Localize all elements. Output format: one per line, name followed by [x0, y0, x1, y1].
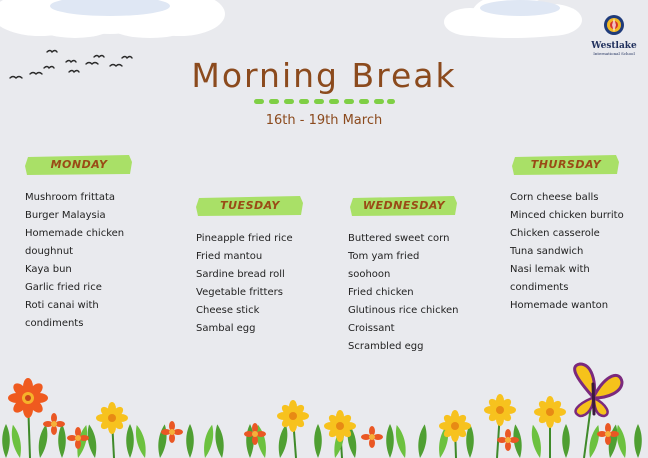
- menu-list-thursday: [510, 189, 624, 315]
- day-label: THURSDAY: [530, 158, 602, 171]
- menu-item: Tom yam fried: [348, 251, 420, 262]
- menu-item: Fried chicken: [348, 287, 414, 298]
- day-label: WEDNESDAY: [362, 199, 446, 212]
- menu-item: Vegetable fritters: [196, 287, 283, 298]
- menu-item: Pineapple fried rice: [196, 233, 293, 244]
- menu-item: Croissant: [348, 323, 395, 334]
- menu-item: Garlic fried rice: [25, 282, 102, 293]
- menu-item: Homemade chicken: [25, 228, 125, 239]
- menu-item: condiments: [510, 282, 569, 293]
- menu-item: Minced chicken burrito: [510, 210, 624, 221]
- page-title: Morning Break: [191, 56, 457, 95]
- menu-item: soohoon: [348, 269, 391, 280]
- menu-list-tuesday: [196, 230, 293, 338]
- menu-item: Kaya bun: [25, 264, 72, 275]
- menu-item: Homemade wanton: [510, 300, 609, 311]
- butterfly-icon: [575, 364, 622, 416]
- crest-icon: [603, 14, 625, 36]
- menu-item: Fried mantou: [196, 251, 263, 262]
- cloud-right-decoration: [440, 0, 585, 42]
- day-tag-wednesday: [350, 195, 458, 217]
- menu-list-wednesday: [348, 230, 459, 356]
- logo-subtitle: International School: [593, 51, 635, 56]
- day-tag-thursday: [512, 154, 620, 176]
- menu-item: condiments: [25, 318, 84, 329]
- menu-item: Sambal egg: [196, 323, 256, 334]
- menu-item: Mushroom frittata: [25, 192, 115, 203]
- menu-item: doughnut: [25, 246, 74, 257]
- day-tag-tuesday: [196, 195, 304, 217]
- flower-garden-decoration: [0, 360, 648, 458]
- date-range: 16th - 19th March: [265, 113, 383, 128]
- menu-item: Buttered sweet corn: [348, 233, 450, 244]
- logo-name: Westlake: [591, 41, 637, 51]
- day-label: TUESDAY: [220, 199, 280, 212]
- menu-item: Roti canai with: [25, 300, 99, 311]
- menu-item: Chicken casserole: [510, 228, 600, 239]
- day-tag-monday: [25, 154, 133, 176]
- menu-list-monday: [25, 189, 124, 333]
- menu-item: Sardine bread roll: [196, 269, 285, 280]
- menu-item: Glutinous rice chicken: [348, 305, 459, 316]
- menu-item: Nasi lemak with: [510, 264, 590, 275]
- menu-item: Tuna sandwich: [510, 246, 584, 257]
- day-label: MONDAY: [50, 158, 108, 171]
- school-logo: [588, 14, 640, 56]
- menu-item: Corn cheese balls: [510, 192, 599, 203]
- menu-item: Burger Malaysia: [25, 210, 106, 221]
- menu-item: Cheese stick: [196, 305, 260, 316]
- dotted-divider: [254, 98, 396, 106]
- menu-item: Scrambled egg: [348, 341, 424, 352]
